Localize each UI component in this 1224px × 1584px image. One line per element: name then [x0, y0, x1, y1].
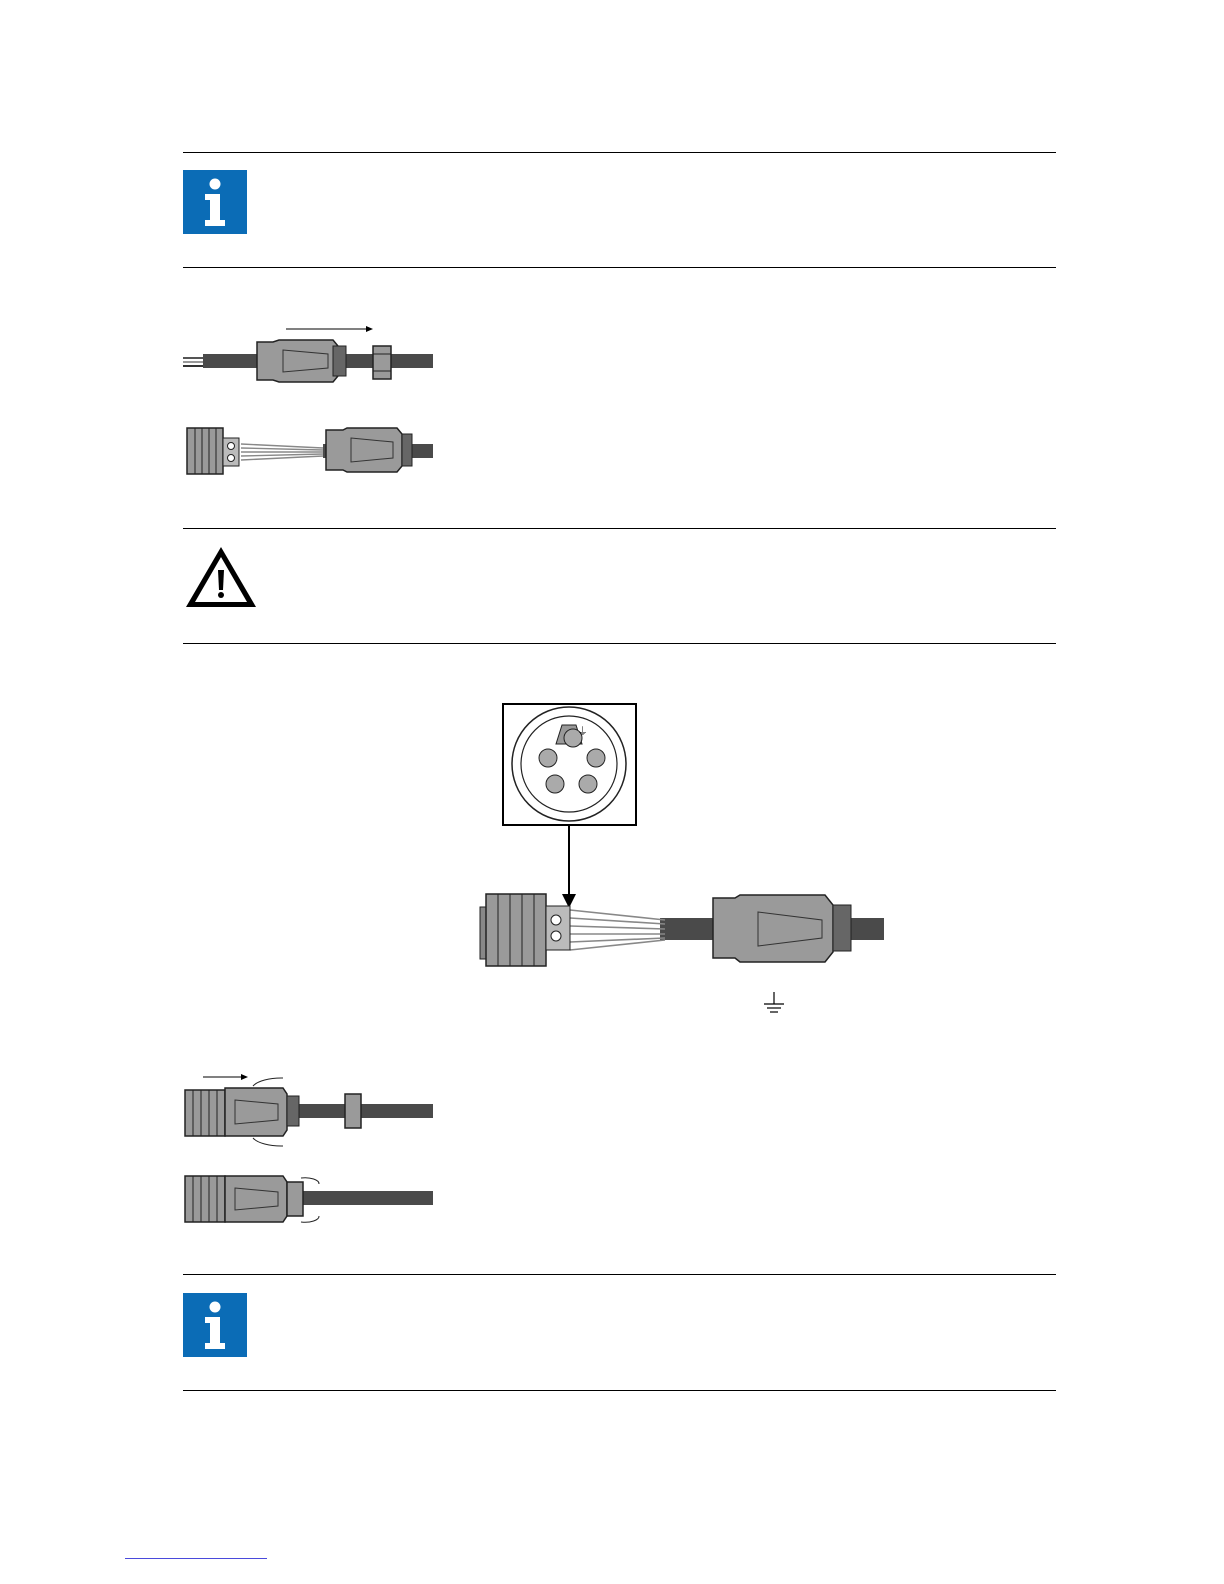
figure-screw-housing [183, 1068, 438, 1148]
figure-connector-wired [183, 422, 438, 482]
divider-top-3 [183, 1274, 1056, 1275]
divider-top-1 [183, 152, 1056, 153]
earth-ground-icon [764, 992, 784, 1012]
figure-tighten-nut [183, 1172, 438, 1232]
info-icon [183, 1293, 247, 1357]
divider-bottom-3 [183, 1390, 1056, 1391]
info-icon [183, 170, 247, 234]
figure-pin-layout [470, 700, 890, 1020]
warning-icon [183, 544, 259, 610]
pin-ground-marker: ⏚ [577, 725, 588, 738]
divider-bottom-1 [183, 267, 1056, 268]
divider-bottom-2 [183, 643, 1056, 644]
divider-top-2 [183, 528, 1056, 529]
footnote-separator [125, 1558, 267, 1559]
figure-slide-gland [183, 320, 438, 390]
